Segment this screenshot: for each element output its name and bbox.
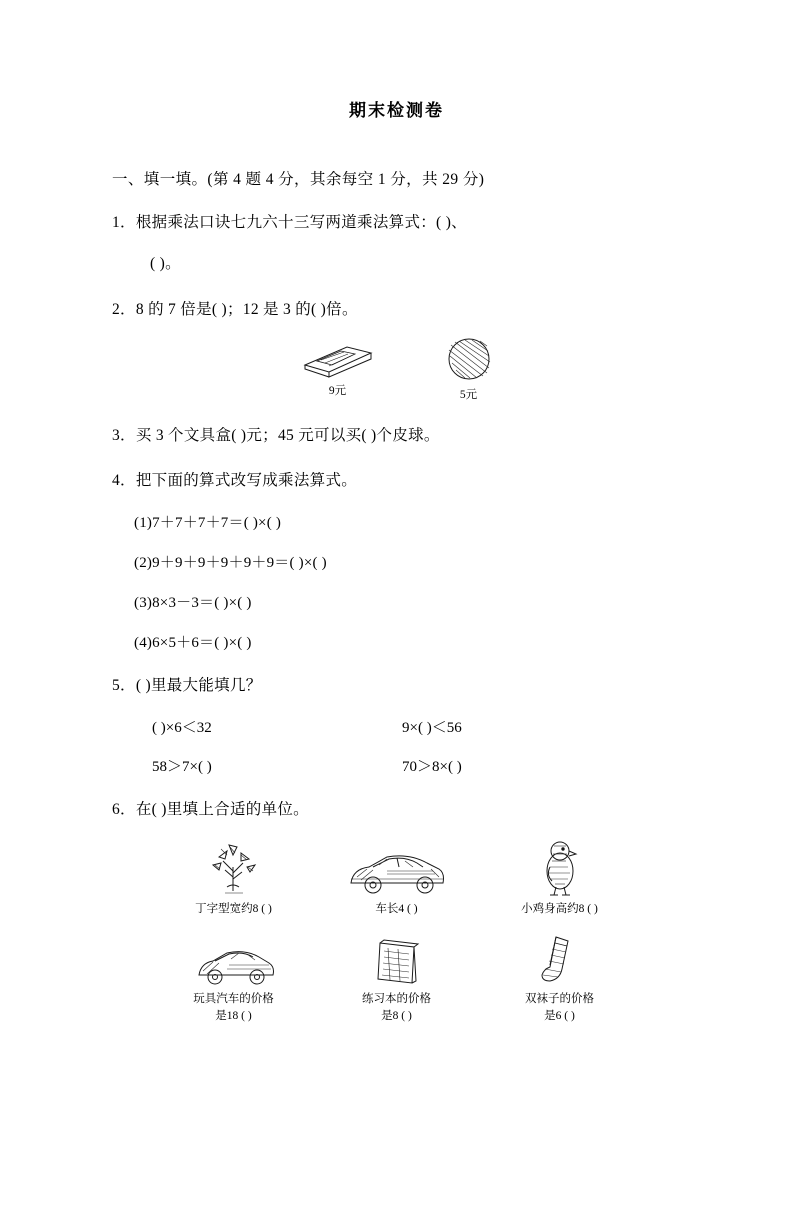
picture-eraser (295, 335, 381, 402)
picture-toy-car-cell (152, 933, 315, 1024)
eraser-icon (295, 335, 381, 379)
picture-notebook-caption-line-2: 是8 ( ) (381, 1010, 412, 1023)
question-6-row-1 (152, 837, 641, 918)
question-6-row-2 (152, 933, 641, 1024)
picture-tree-cell (152, 837, 315, 918)
question-5-row-2-right: 70＞8×( ) (402, 758, 462, 775)
picture-car-cell (315, 837, 478, 918)
picture-ball (439, 335, 499, 402)
picture-toy-car-caption-line-2: 是18 ( ) (215, 1010, 252, 1023)
question-4-item-3: (3)8×3－3＝( )×( ) (134, 595, 252, 612)
picture-socks-caption-line-2: 是6 ( ) (544, 1010, 575, 1023)
tree-icon (197, 837, 271, 899)
question-4-item-4: (4)6×5＋6＝( )×( ) (134, 635, 252, 652)
notebook-icon (366, 937, 428, 989)
chick-icon (532, 837, 588, 899)
ball-icon (439, 335, 499, 383)
picture-chick-caption: 小鸡身高约8 ( ) (521, 902, 598, 915)
picture-notebook-caption-line-1: 练习本的价格 (362, 993, 431, 1006)
question-1-line-1: 1．根据乘法口诀七九六十三写两道乘法算式：( )、 (112, 214, 467, 231)
question-6: 6．在( )里填上合适的单位。 (112, 800, 309, 818)
picture-chick-cell (478, 837, 641, 918)
question-4-item-1: (1)7＋7＋7＋7＝( )×( ) (134, 515, 282, 532)
picture-car-caption: 车长4 ( ) (375, 902, 418, 915)
question-5: 5．( )里最大能填几？ (112, 677, 262, 695)
question-5-row-2-left: 58＞7×( ) (152, 758, 212, 775)
question-4: 4．把下面的算式改写成乘法算式。 (112, 472, 358, 489)
page-title: 期末检测卷 (349, 101, 444, 121)
socks-icon (536, 933, 584, 989)
question-5-row-1-left: ( )×6＜32 (152, 719, 212, 736)
picture-toy-car-caption-line-1: 玩具汽车的价格 (193, 993, 274, 1006)
exam-page (0, 96, 793, 1218)
toy-car-icon (189, 941, 279, 989)
question-5-row-1-right: 9×( )＜56 (402, 719, 462, 736)
section-one-heading: 一、填一填。(第 4 题 4 分，其余每空 1 分，共 29 分) (112, 171, 485, 188)
question-4-item-2: (2)9＋9＋9＋9＋9＋9＝( )×( ) (134, 555, 327, 572)
question-2-pictures (112, 335, 681, 402)
picture-socks-cell (478, 933, 641, 1024)
question-6-pictures (112, 837, 681, 1025)
question-1-line-2: ( )。 (150, 255, 181, 273)
picture-notebook-cell (315, 933, 478, 1024)
picture-socks-caption-line-1: 双袜子的价格 (525, 993, 594, 1006)
car-icon (343, 847, 451, 899)
picture-eraser-caption: 9元 (328, 384, 347, 397)
question-3: 3．买 3 个文具盒( )元；45 元可以买( )个皮球。 (112, 426, 440, 444)
picture-tree-caption: 丁字型宽约8 ( ) (195, 902, 272, 915)
picture-ball-caption: 5元 (459, 388, 478, 401)
question-5-row-1 (112, 716, 681, 737)
question-2: 2．8 的 7 倍是( )；12 是 3 的( )倍。 (112, 300, 358, 318)
question-5-row-2 (112, 755, 681, 776)
